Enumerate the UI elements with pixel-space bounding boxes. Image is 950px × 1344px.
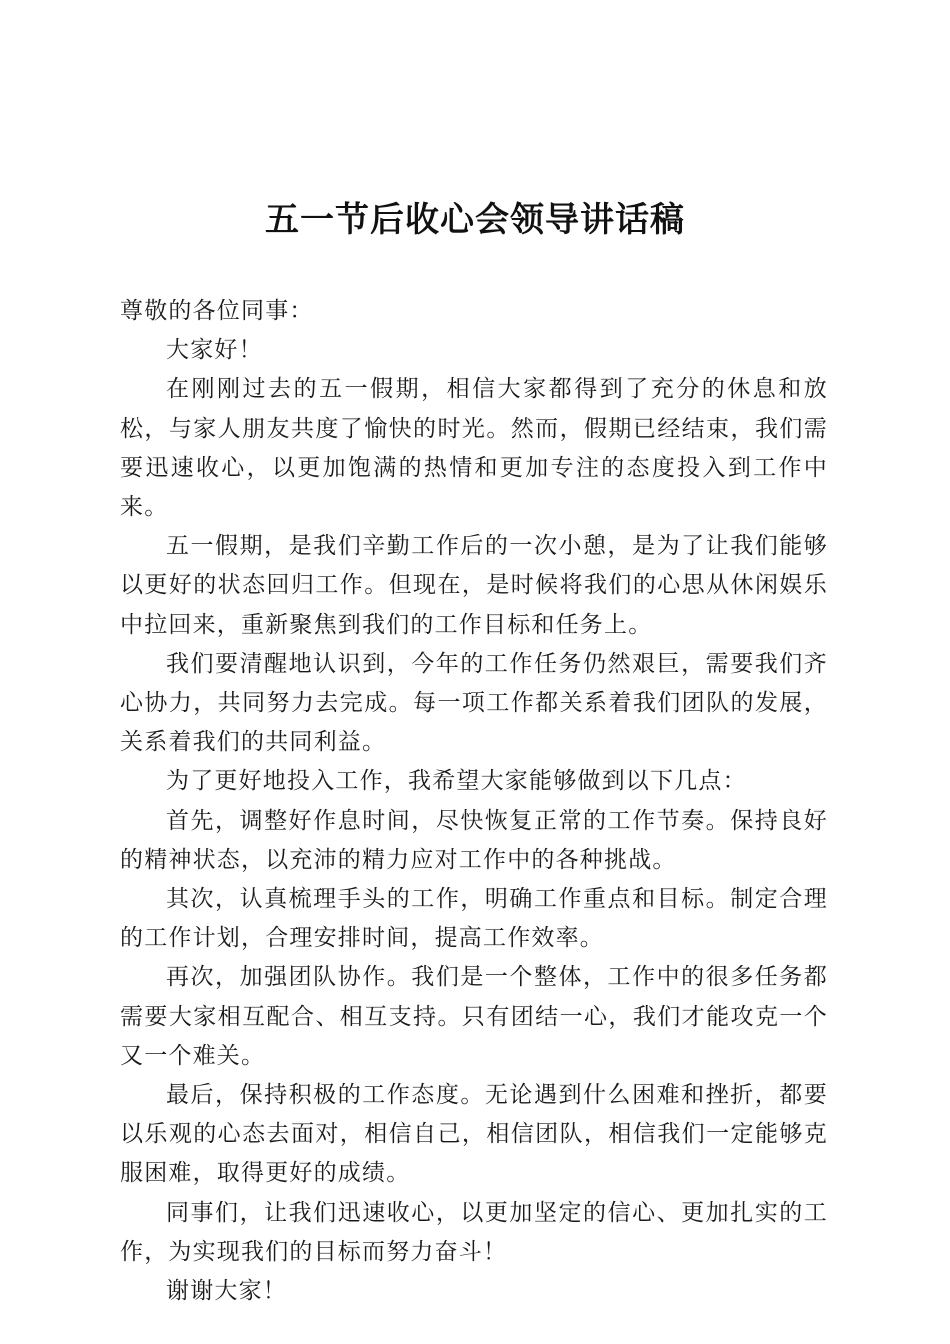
document-title: 五一节后收心会领导讲话稿 — [265, 200, 685, 240]
salutation: 尊敬的各位同事： — [120, 298, 314, 324]
paragraph-greeting: 大家好！ — [166, 337, 263, 364]
paragraph-point-first: 首先，调整好作息时间，尽快恢复正常的工作节奏。保持良好的精神状态，以充沛的精力应对工作中的各种挑战。 — [120, 807, 828, 873]
paragraph-tasks: 我们要清醒地认识到，今年的工作任务仍然艰巨，需要我们齐心协力，共同努力去完成。每一项工作都关系着我们团队的发展，关系着我们的共同利益。 — [120, 650, 828, 756]
paragraph-refocus: 五一假期，是我们辛勤工作后的一次小憩，是为了让我们能够以更好的状态回归工作。但现在，是时候将我们的心思从休闲娱乐中拉回来，重新聚焦到我们的工作目标和任务上。 — [120, 533, 828, 638]
document-body — [120, 292, 828, 1311]
paragraph-point-second: 其次，认真梳理手头的工作，明确工作重点和目标。制定合理的工作计划，合理安排时间，提高工作效率。 — [120, 886, 828, 952]
paragraph-holiday-review: 在刚刚过去的五一假期，相信大家都得到了充分的休息和放松，与家人朋友共度了愉快的时光。然而，假期已经结束，我们需要迅速收心，以更加饱满的热情和更加专注的态度投入到工作中来。 — [120, 376, 828, 521]
paragraph-point-last: 最后，保持积极的工作态度。无论遇到什么困难和挫折，都要以乐观的心态去面对，相信自己，相信团队，相信我们一定能够克服困难，取得更好的成绩。 — [120, 1082, 828, 1187]
paragraph-call-to-action: 同事们，让我们迅速收心，以更加坚定的信心、更加扎实的工作，为实现我们的目标而努力奋斗！ — [120, 1199, 828, 1265]
paragraph-point-third: 再次，加强团队协作。我们是一个整体，工作中的很多任务都需要大家相互配合、相互支持。只有团结一心，我们才能攻克一个又一个难关。 — [120, 964, 828, 1069]
paragraph-thanks: 谢谢大家！ — [166, 1278, 287, 1305]
paragraph-expectations-intro: 为了更好地投入工作，我希望大家能够做到以下几点： — [166, 768, 747, 795]
